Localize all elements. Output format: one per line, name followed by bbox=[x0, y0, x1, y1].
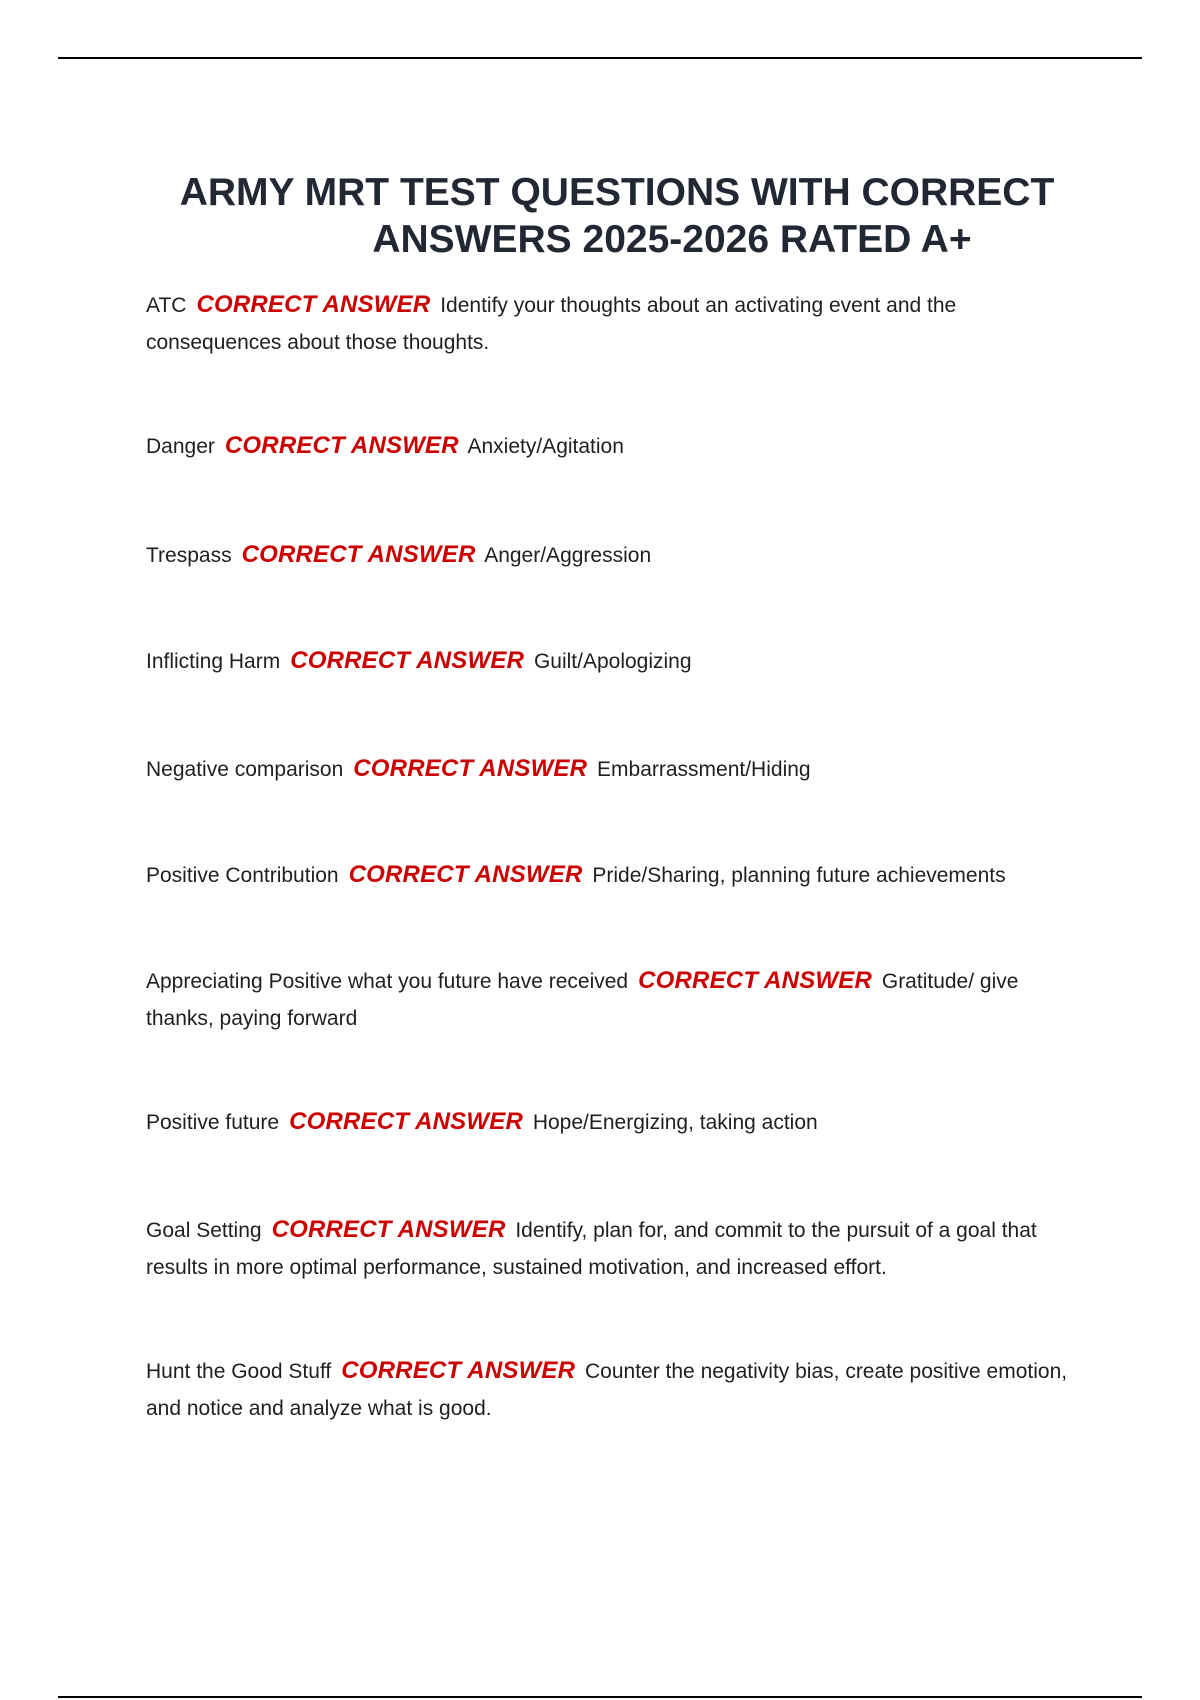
qa-entry bbox=[146, 856, 1076, 894]
bottom-rule bbox=[58, 1696, 1142, 1698]
entry-term: Positive Contribution bbox=[146, 864, 339, 887]
entry-answer: Identify your thoughts about an activating event and the consequences about those thoughts. bbox=[146, 294, 957, 354]
top-rule bbox=[58, 57, 1142, 59]
correct-answer-label: CORRECT ANSWER bbox=[289, 1108, 523, 1135]
entry-answer: Counter the negativity bias, create positive emotion, and notice and analyze what is good. bbox=[146, 1360, 1068, 1420]
entry-term: Trespass bbox=[146, 544, 232, 567]
correct-answer-label: CORRECT ANSWER bbox=[224, 432, 459, 459]
entry-term: Appreciating Positive what you future have received bbox=[146, 970, 629, 993]
correct-answer-label: CORRECT ANSWER bbox=[271, 1216, 506, 1243]
qa-entry bbox=[146, 750, 1076, 788]
correct-answer-label: CORRECT ANSWER bbox=[341, 1357, 576, 1384]
page-title bbox=[0, 169, 1200, 263]
qa-entry bbox=[146, 962, 1076, 1037]
correct-answer-label: CORRECT ANSWER bbox=[196, 291, 431, 318]
correct-answer-label: CORRECT ANSWER bbox=[348, 861, 583, 888]
entry-answer: Embarrassment/Hiding bbox=[597, 758, 811, 781]
entry-term: Inflicting Harm bbox=[146, 650, 281, 673]
entry-answer: Identify, plan for, and commit to the pursuit of a goal that results in more optimal performance, sustained motivation, and increased effort. bbox=[146, 1219, 1037, 1279]
entry-term: Danger bbox=[146, 435, 215, 458]
qa-entry bbox=[146, 427, 1076, 465]
entry-answer: Anger/Aggression bbox=[484, 544, 652, 567]
entry-term: Hunt the Good Stuff bbox=[146, 1360, 332, 1383]
qa-entry bbox=[146, 286, 1076, 361]
entry-term: Goal Setting bbox=[146, 1219, 262, 1242]
qa-entry bbox=[146, 1103, 1076, 1141]
page-title-line-2: ANSWERS 2025-2026 RATED A+ bbox=[372, 218, 972, 262]
entry-term: Negative comparison bbox=[146, 758, 344, 781]
entry-term: Positive future bbox=[146, 1111, 280, 1134]
qa-entry bbox=[146, 1211, 1076, 1286]
correct-answer-label: CORRECT ANSWER bbox=[638, 967, 873, 994]
entry-answer: Anxiety/Agitation bbox=[467, 435, 624, 458]
entry-answer: Hope/Energizing, taking action bbox=[532, 1111, 818, 1134]
entry-answer: Guilt/Apologizing bbox=[533, 650, 692, 673]
entry-term: ATC bbox=[146, 294, 187, 317]
correct-answer-label: CORRECT ANSWER bbox=[290, 647, 525, 674]
qa-entry bbox=[146, 642, 1076, 680]
entry-answer: Gratitude/ give thanks, paying forward bbox=[146, 970, 1019, 1030]
qa-list bbox=[146, 286, 1076, 1427]
page-title-line-1: ARMY MRT TEST QUESTIONS WITH CORRECT bbox=[179, 171, 1055, 215]
correct-answer-label: CORRECT ANSWER bbox=[353, 755, 588, 782]
entry-answer: Pride/Sharing, planning future achievements bbox=[592, 864, 1006, 887]
correct-answer-label: CORRECT ANSWER bbox=[241, 541, 476, 568]
qa-entry bbox=[146, 536, 1076, 574]
qa-entry bbox=[146, 1352, 1076, 1427]
